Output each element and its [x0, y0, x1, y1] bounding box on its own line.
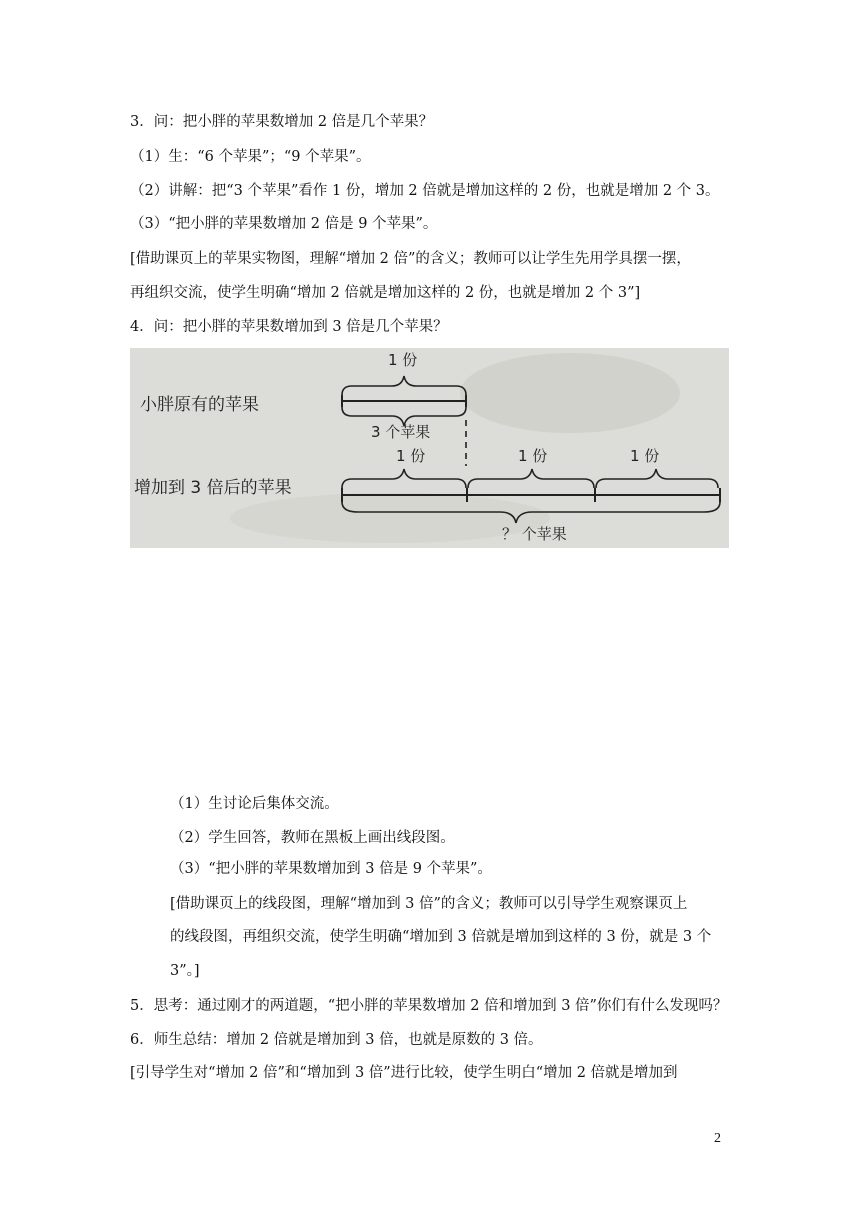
section3-item3: （3）“把小胖的苹果数增加 2 倍是 9 个苹果”。: [130, 216, 438, 232]
section6-note-line1: [引导学生对“增加 2 倍”和“增加到 3 倍”进行比较，使学生明白“增加 2 倍就是增加到: [130, 1065, 678, 1081]
section3-note-line1: [借助课页上的苹果实物图，理解“增加 2 倍”的含义；教师可以让学生先用学具摆一摆，: [130, 251, 691, 267]
row2-label: 增加到 3 倍后的苹果: [134, 478, 292, 498]
section3-note-line2: 再组织交流，使学生明确“增加 2 倍就是增加这样的 2 份，也就是增加 2 个 3”]: [130, 285, 641, 301]
row2-segment-label-2: 1 份: [518, 447, 548, 465]
row1-label: 小胖原有的苹果: [140, 395, 259, 415]
section4-note-line1: [借助课页上的线段图，理解“增加到 3 倍”的含义；教师可以引导学生观察课页上: [170, 896, 688, 912]
section4-item2: （2）学生回答，教师在黑板上画出线段图。: [170, 830, 455, 846]
row2-segment-label-3: 1 份: [630, 447, 660, 465]
row2-segment-label-1: 1 份: [396, 447, 426, 465]
row1-top-label: 1 份: [388, 351, 418, 369]
row1-bottom-label: 3 个苹果: [371, 423, 431, 441]
row2-bottom-label: ？ 个苹果: [502, 525, 567, 543]
section4-item1: （1）生讨论后集体交流。: [170, 796, 339, 812]
section3-item2: （2）讲解：把“3 个苹果”看作 1 份，增加 2 倍就是增加这样的 2 份，也就是增加 2 个 3。: [130, 183, 720, 199]
section6-text: 6．师生总结：增加 2 倍就是增加到 3 倍，也就是原数的 3 倍。: [130, 1032, 543, 1048]
section3-question: 3．问：把小胖的苹果数增加 2 倍是几个苹果？: [130, 114, 434, 130]
section3-item1: （1）生：“6 个苹果”；“9 个苹果”。: [130, 149, 371, 165]
section4-note-line3: 3”。]: [170, 963, 200, 979]
section4-question: 4．问：把小胖的苹果数增加到 3 倍是几个苹果？: [130, 319, 448, 335]
page-number: 2: [714, 1131, 721, 1146]
section4-item3: （3）“把小胖的苹果数增加到 3 倍是 9 个苹果”。: [170, 861, 492, 877]
section4-note-line2: 的线段图，再组织交流，使学生明确“增加到 3 倍就是增加到这样的 3 份，就是 3 个: [170, 929, 712, 945]
line-segment-diagram: [130, 348, 729, 548]
section5-text: 5．思考：通过刚才的两道题，“把小胖的苹果数增加 2 倍和增加到 3 倍”你们有什么发现吗？: [130, 998, 728, 1014]
